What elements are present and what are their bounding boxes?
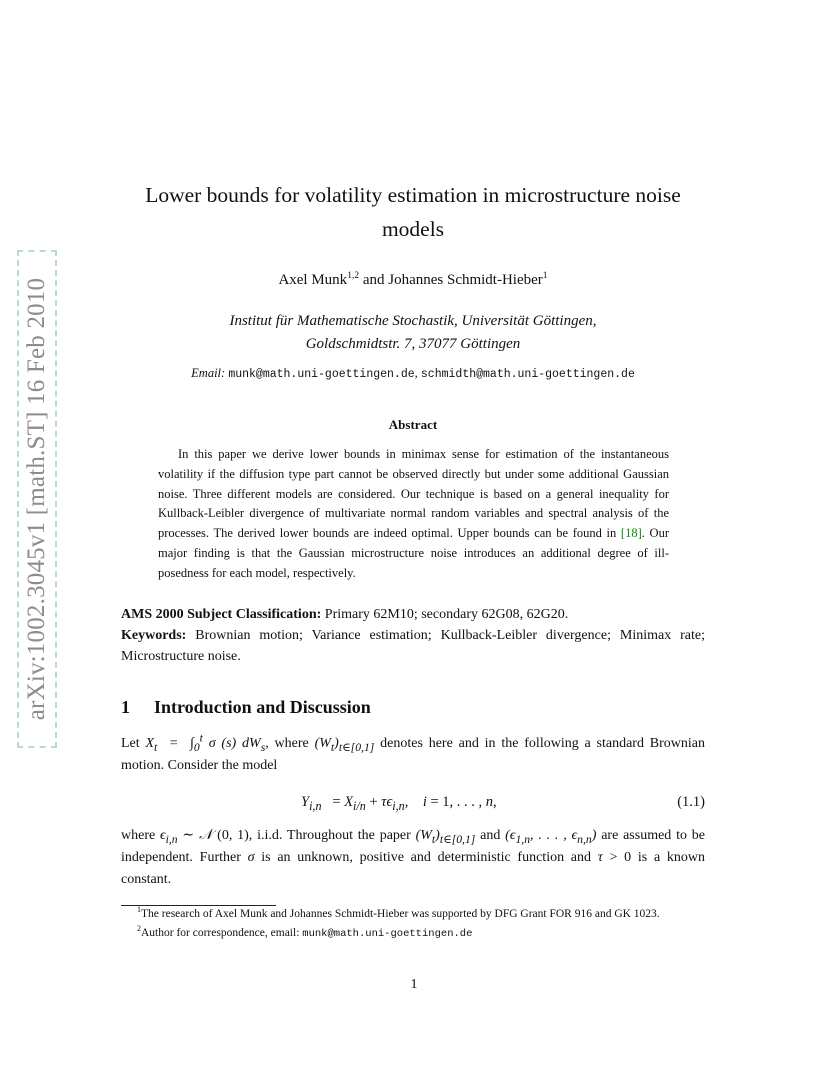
intro-paragraph-2 xyxy=(121,825,705,891)
author-2: Johannes Schmidt-Hieber xyxy=(388,272,543,288)
intro-text: , where xyxy=(265,735,315,751)
email-line xyxy=(121,364,705,384)
affiliation-line-2: Goldschmidtstr. 7, 37077 Göttingen xyxy=(305,336,521,352)
paper-title: Lower bounds for volatility estimation in microstructure noise models xyxy=(145,183,681,241)
math-xt-definition: $X_t = \int_0^t$ σ (s) $dW_s$ xyxy=(145,730,266,754)
abstract-before-cite: In this paper we derive lower bounds in minimax sense for estimation of the instantaneous volatility if the diffusion type part cannot be observed directly but under some additional Gaussian noise. Three different models are considered. Our technique is based on a general inequality for Kullback-Leibler divergence of multivariate normal random variables and spectral analysis of the processes. The derived lower bounds are indeed optimal. Upper bounds can be found in xyxy=(158,447,669,541)
section-title: Introduction and Discussion xyxy=(154,696,371,717)
author-1: Axel Munk xyxy=(278,272,348,288)
footnote-2-text: Author for correspondence, email: xyxy=(141,926,303,939)
math-sigma: σ xyxy=(247,849,255,865)
math-tau: τ > 0 xyxy=(597,849,632,865)
math-epsilon-dist: $\epsilon_{i,n}$ ∼ 𝒩 (0, 1) xyxy=(160,827,249,846)
math-wt-2: $(W_t)_{t\in[0,1]}$ xyxy=(415,827,476,846)
email-address-1[interactable]: munk@math.uni-goettingen.de xyxy=(228,368,415,381)
affiliation xyxy=(121,310,705,356)
section-heading xyxy=(121,695,705,719)
ams-classification xyxy=(121,604,705,625)
footnote-2 xyxy=(121,925,705,943)
equation-body: $Y_{i,n}$ = $X_{i/n} + \tau\epsilon_{i,n}$, i = 1, . . . , n, xyxy=(301,793,497,813)
keywords-text: Brownian motion; Variance estimation; Kullback-Leibler divergence; Minimax rate; Microstructure noise. xyxy=(121,627,705,664)
intro-text: where xyxy=(121,827,160,843)
intro-text: Let xyxy=(121,735,146,751)
paper-content xyxy=(121,178,705,943)
intro-text: is an unknown, positive and deterministic function and xyxy=(254,849,598,865)
author-2-sup: 1 xyxy=(542,271,548,281)
intro-paragraph-1 xyxy=(121,730,705,777)
arxiv-id[interactable]: arXiv:1002.3045v1 [math.ST] 16 Feb 2010 xyxy=(23,277,51,721)
intro-text: are assumed to be independent. Further xyxy=(121,827,705,865)
equation-1-1 xyxy=(121,791,705,813)
intro-text: denotes here and in the following a standard Brownian motion. Consider the model xyxy=(121,735,705,773)
classification-block xyxy=(121,604,705,667)
abstract-after-cite: . Our major finding is that the Gaussian microstructure noise introduces an additional degree of ill-posedness for each model, respectively. xyxy=(158,526,669,580)
footnote-2-mark: 2 xyxy=(137,923,141,933)
author-line xyxy=(121,270,705,290)
email-label: Email: xyxy=(191,366,226,380)
abstract-text xyxy=(158,445,669,584)
ams-label: AMS 2000 Subject Classification: xyxy=(121,606,322,622)
email-separator: , xyxy=(414,366,421,380)
section-number: 1 xyxy=(121,696,130,717)
keywords xyxy=(121,625,705,667)
intro-text: , i.i.d. Throughout the paper xyxy=(248,827,416,843)
abstract-heading: Abstract xyxy=(388,417,438,432)
equation-number: (1.1) xyxy=(677,793,705,810)
arxiv-stamp xyxy=(17,250,57,748)
affiliation-line-1: Institut für Mathematische Stochastik, Universität Göttingen, xyxy=(229,313,597,329)
footnote-1-mark: 1 xyxy=(137,904,141,914)
keywords-label: Keywords: xyxy=(121,627,187,643)
intro-text: and xyxy=(475,827,506,843)
ams-text: Primary 62M10; secondary 62G08, 62G20. xyxy=(321,606,569,622)
footnote-1-text: The research of Axel Munk and Johannes Schmidt-Hieber was supported by DFG Grant FOR 916 and GK 1023. xyxy=(141,907,660,920)
math-epsilon-vector: ($\epsilon_{1,n}$, . . . , $\epsilon_{n,n}$) xyxy=(505,827,597,846)
footnote-1 xyxy=(121,906,705,923)
math-wt: $(W_t)_{t\in[0,1]}$ xyxy=(314,735,375,754)
citation-link[interactable]: [18] xyxy=(620,526,642,541)
author-1-sup: 1,2 xyxy=(347,271,360,281)
email-address-2[interactable]: schmidth@math.uni-goettingen.de xyxy=(420,368,635,381)
intro-text: is a known constant. xyxy=(121,849,706,887)
author-connector: and xyxy=(359,272,389,288)
page-number: 1 xyxy=(410,977,418,992)
footnote-2-email[interactable]: munk@math.uni-goettingen.de xyxy=(302,927,473,940)
